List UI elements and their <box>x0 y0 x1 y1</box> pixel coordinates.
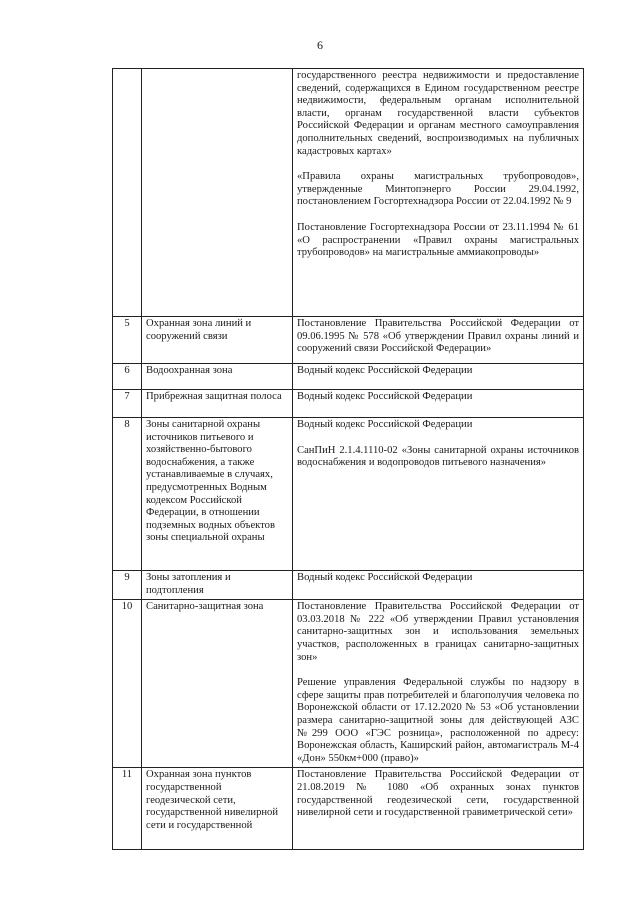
row-number: 8 <box>113 418 142 571</box>
document-reference: Водный кодекс Российской Федерации <box>297 365 473 376</box>
document-reference: Решение управления Федеральной службы по надзору в сфере защиты прав потребителей и благополучия человека по Воронежской области от 17.12.2020 № 53 «Об установлении размера санитарно-защитной зоны для действующей АЗС №299 ООО «ГЭС розница», расположенной по адресу: Воронежская область, Каширский район, автомагистраль М-4 «Дон» 550км+000 (право)» <box>297 677 579 764</box>
legal-basis <box>293 600 584 768</box>
document-reference: Постановление Правительства Российской Федерации от 03.03.2018 № 222 «Об утверждении Правил установления санитарно-защитных зон и использования земельных участков, расположенных в границах санитарно-защитных зон» <box>297 601 579 663</box>
row-number: 10 <box>113 600 142 768</box>
zone-name: Зоны санитарной охраны источников питьевого и хозяйственно-бытового водоснабжения, а также устанавливаемые в случаях, предусмотренных Водным кодексом Российской Федерации, в отношении подземных водных объектов зоны специальной охраны <box>142 418 293 571</box>
legal-basis <box>293 364 584 390</box>
document-reference: государственного реестра недвижимости и предоставление сведений, содержащихся в Едином государственном реестре недвижимости, федеральным органам исполнительной власти, органам государственной власти субъектов Российской Федерации и органам местного самоуправления дополнительных сведений, воспроизводимых на публичных кадастровых картах» <box>297 70 579 157</box>
row-number: 9 <box>113 571 142 600</box>
document-reference: Постановление Правительства Российской Федерации от 09.06.1995 № 578 «Об утверждении Правил охраны линий и сооружений связи Российской Федерации» <box>297 318 579 355</box>
table-row <box>113 317 584 364</box>
zone-name: Санитарно-защитная зона <box>142 600 293 768</box>
table-row <box>113 600 584 768</box>
table-row <box>113 571 584 600</box>
legal-basis <box>293 69 584 317</box>
legal-basis <box>293 317 584 364</box>
table-row <box>113 418 584 571</box>
legal-basis <box>293 418 584 571</box>
zone-name: Охранная зона линий и сооружений связи <box>142 317 293 364</box>
zone-name: Зоны затопления и подтопления <box>142 571 293 600</box>
legal-basis <box>293 390 584 418</box>
row-number: 7 <box>113 390 142 418</box>
document-reference: СанПиН 2.1.4.1110-02 «Зоны санитарной охраны источников водоснабжения и водопроводов питьевого назначения» <box>297 444 579 469</box>
zone-name: Охранная зона пунктов государственной геодезической сети, государственной нивелирной сети и государственной <box>142 768 293 850</box>
document-reference: «Правила охраны магистральных трубопроводов», утвержденные Минтопэнерго России 29.04.1992, постановлением Госгортехнадзора России от 22.04.1992 № 9 <box>297 171 579 208</box>
zone-name <box>142 69 293 317</box>
row-number: 6 <box>113 364 142 390</box>
document-reference: Водный кодекс Российской Федерации <box>297 419 473 430</box>
legal-basis <box>293 571 584 600</box>
document-reference: Постановление Правительства Российской Федерации от 21.08.2019 № 1080 «Об охранных зонах пунктов государственной геодезической сети, государственной нивелирной сети и государственной гравиметрической сети» <box>297 769 579 819</box>
zones-table <box>112 68 584 850</box>
table-row <box>113 768 584 850</box>
document-reference: Водный кодекс Российской Федерации <box>297 391 473 402</box>
table-row <box>113 364 584 390</box>
row-number <box>113 69 142 317</box>
document-reference: Водный кодекс Российской Федерации <box>297 572 473 583</box>
document-reference: Постановление Госгортехнадзора России от 23.11.1994 № 61 «О распространении «Правил охраны магистральных трубопроводов» на магистральные аммиакопроводы» <box>297 221 579 259</box>
row-number: 11 <box>113 768 142 850</box>
page-number: 6 <box>317 38 323 52</box>
table-row <box>113 390 584 418</box>
row-number: 5 <box>113 317 142 364</box>
zone-name: Водоохранная зона <box>142 364 293 390</box>
zone-name: Прибрежная защитная полоса <box>142 390 293 418</box>
legal-basis <box>293 768 584 850</box>
table-row <box>113 69 584 317</box>
